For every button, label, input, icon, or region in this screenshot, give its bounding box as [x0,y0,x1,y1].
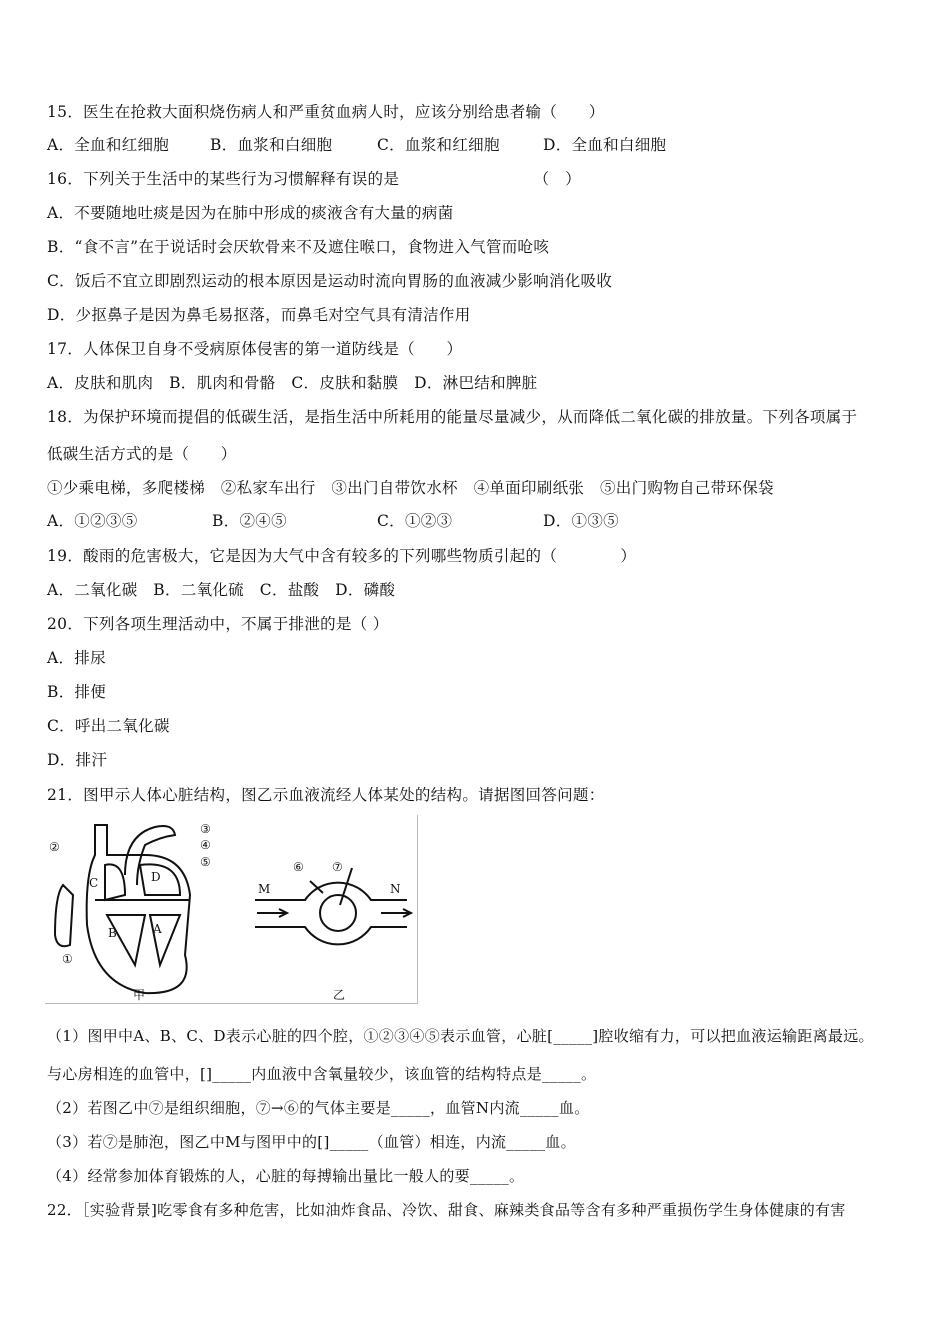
q19-options: A．二氧化碳 B．二氧化硫 C．盐酸 D．磷酸 [47,581,396,599]
q16-option-a: A．不要随地吐痰是因为在肺中形成的痰液含有大量的病菌 [47,204,454,222]
q21-figure [45,815,418,1004]
label-2: ② [49,840,60,854]
label-6: ⑥ [293,860,304,874]
label-m: M [258,882,271,896]
q18-option-c: C．①②③ [377,512,453,530]
q19-stem: 19．酸雨的危害极大，它是因为大气中含有较多的下列哪些物质引起的（ ） [47,547,637,565]
label-1: ① [62,952,73,966]
chamber-a: A [153,922,162,936]
q15-options [47,135,927,155]
q21-sub3: （3）若⑦是肺泡，图乙中M与图甲中的[]_____（血管）相连，内流_____血。 [47,1133,576,1151]
label-7: ⑦ [332,860,343,874]
q21-sub1-line2: 与心房相连的血管中，[]_____内血液中含氧量较少，该血管的结构特点是_____。 [47,1065,597,1083]
q21-sub2: （2）若图乙中⑦是组织细胞，⑦→⑥的气体主要是_____，血管N内流_____血。 [47,1099,590,1117]
q16-stem: 16．下列关于生活中的某些行为习惯解释有误的是 （ ） [47,170,581,188]
q15-option-b: B．血浆和白细胞 [210,136,333,154]
q17-stem: 17．人体保卫自身不受病原体侵害的第一道防线是（ ） [47,340,463,358]
q16-option-b: B．“食不言”在于说话时会厌软骨来不及遮住喉口，食物进入气管而呛咳 [47,238,550,256]
q16-option-d: D．少抠鼻子是因为鼻毛易抠落，而鼻毛对空气具有清洁作用 [47,306,471,324]
q20-option-c: C．呼出二氧化碳 [47,717,170,735]
q21-sub1-line1: （1）图甲中A、B、C、D表示心脏的四个腔，①②③④⑤表示血管，心脏[_____]腔收缩有力，可以把血液运输距离最远。 [47,1027,874,1045]
q18-items: ①少乘电梯，多爬楼梯 ②私家车出行 ③出门自带饮水杯 ④单面印刷纸张 ⑤出门购物自己带环保袋 [47,479,774,497]
q16-option-c: C．饭后不宜立即剧烈运动的根本原因是运动时流向胃肠的血液减少影响消化吸收 [47,272,613,290]
label-n: N [390,882,401,896]
q21-stem: 21．图甲示人体心脏结构，图乙示血液流经人体某处的结构。请据图回答问题： [47,786,605,804]
label-5: ⑤ [200,855,211,869]
q18-stem-line1: 18．为保护环境而提倡的低碳生活，是指生活中所耗用的能量尽量减少，从而降低二氧化碳的排放量。下列各项属于 [47,408,858,426]
q20-option-d: D．排汗 [47,751,108,769]
q20-option-b: B．排便 [47,683,107,701]
caption-jia: 甲 [133,988,146,1002]
q20-option-a: A．排尿 [47,649,106,667]
chamber-c: C [89,876,99,890]
capillary-diagram [255,868,411,944]
q21-sub4: （4）经常参加体育锻炼的人，心脏的每搏输出量比一般人的要_____。 [47,1167,525,1185]
q18-option-b: B．②④⑤ [212,512,287,530]
label-3: ③ [200,822,211,836]
q15-option-d: D．全血和白细胞 [543,136,667,154]
q17-options: A．皮肤和肌肉 B．肌肉和骨骼 C．皮肤和黏膜 D．淋巴结和脾脏 [47,374,538,392]
q18-option-a: A．①②③⑤ [47,512,138,530]
chamber-b: B [108,926,117,940]
q18-option-d: D．①③⑤ [543,512,619,530]
chamber-d: D [151,870,161,884]
heart-diagram [55,825,190,993]
label-4: ④ [200,838,211,852]
caption-yi: 乙 [333,988,346,1002]
q15-option-a: A．全血和红细胞 [47,136,170,154]
q20-stem: 20．下列各项生理活动中，不属于排泄的是（ ） [47,615,389,633]
q22-stem: 22．［实验背景]吃零食有多种危害，比如油炸食品、冷饮、甜食、麻辣类食品等含有多种严重损伤学生身体健康的有害 [47,1201,846,1219]
q15-stem: 15．医生在抢救大面积烧伤病人和严重贫血病人时，应该分别给患者输（ ） [47,103,605,121]
q15-option-c: C．血浆和红细胞 [377,136,500,154]
q18-stem-line2: 低碳生活方式的是（ ） [47,445,237,463]
q18-options [47,511,927,531]
